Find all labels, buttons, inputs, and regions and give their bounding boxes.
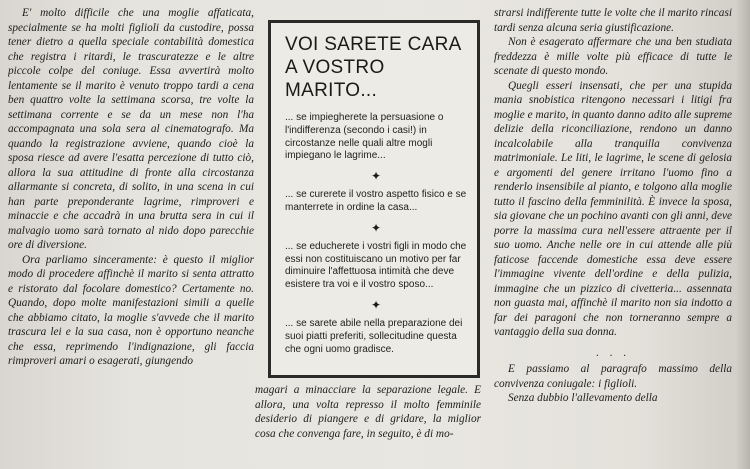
box-item-4: ... se sarete abile nella preparazione dei suoi piatti preferiti, sollecitudine questa che ogni uomo gradisce. — [285, 317, 463, 355]
diamond-separator-icon: ✦ — [370, 297, 382, 312]
box-title: VOI SARETE CARA A VOSTRO MARITO... — [285, 34, 461, 101]
right-paragraph-4: E passiamo al paragrafo massimo della convivenza coniugale: i figlioli. — [494, 363, 732, 390]
right-text-column — [494, 6, 732, 466]
left-paragraph-1: E' molto difficile che una moglie affaticata, specialmente se ha molti figlioli da custodire, possa tener dietro a quella speciale contabilità domestica che registra i ritardi, le trascuratezze e le altre piccole colpe del coniuge. Essa avvertirà molto lentamente se il marito è venuto troppo tardi a cena ben quattro volte la settimana scorsa, tre volte la settimana corrente e se da un mese non l'ha accompagnata una sola sera al cinematografo. Ma quando la registrazione avviene, quando cioè la sposa riesce ad avere l'esatta percezione di tutto ciò, allora la sua attitudine di fronte alla circostanza allarmante si concreta, di solito, in una scena in cui han parte preponderante lagrime, rimproveri e minaccie e che accadrà in una brutta sera in cui il malvagio uomo sarà tornato al nido dopo parecchie ore di diversione. — [8, 7, 254, 251]
middle-text-column — [255, 383, 481, 469]
page-edge-shadow — [736, 0, 750, 469]
section-dots: . . . — [595, 346, 631, 359]
left-paragraph-2: Ora parliamo sinceramente: è questo il miglior modo di procedere affinchè il marito si senta attratto e ristorato dal focolare domestico? Certamente no. Quando, dopo molte manifestazioni simili a quelle che abbiamo citato, la moglie s'avvede che il marito trascura lei e la sua casa, non è opportuno neanche che essa, reprimendo l'indignazione, gli faccia rimproveri amari o esagerati, giungendo — [8, 253, 254, 367]
middle-paragraph: magari a minacciare la separazione legale. E allora, una volta represso il molto femminile desiderio di piangere e di gridare, la miglior cosa che convenga fare, in seguito, è di mo- — [255, 384, 481, 440]
diamond-separator-icon: ✦ — [370, 169, 382, 184]
box-item-1: ... se impiegherete la persuasione o l'indifferenza (secondo i casi!) in circostanze nelle quali altre mogli impiegano le lagrime... — [285, 112, 444, 162]
diamond-separator-icon: ✦ — [370, 220, 382, 235]
right-paragraph-5: Senza dubbio l'allevamento della — [508, 392, 658, 404]
left-text-column — [8, 6, 254, 466]
sidebar-box — [268, 20, 480, 378]
box-item-2: ... se curerete il vostro aspetto fisico e se manterrete in ordine la casa... — [285, 189, 467, 213]
right-paragraph-2: Non è esagerato affermare che una ben studiata freddezza è mille volte più efficace di tutte le scenate di questo mondo. — [494, 36, 732, 77]
right-paragraph-1: strarsi indifferente tutte le volte che il marito rincasi tardi senza alcuna seria giustificazione. — [494, 7, 732, 34]
right-paragraph-3: Quegli esseri insensati, che per una stupida mania snobistica ritengono necessari i litigi fra moglie e marito, in quanto danno adito alle supreme delizie della riconciliazione, rendono un danno incalcolabile alla tranquilla convivenza matrimoniale. Le liti, le lagrime, le scene di gelosia e argomenti del genere irritano l'uomo fino a renderlo insensibile al pianto, e tolgono alla moglie tutto il fascino della femminilità. È invece la sposa, sia giovane che un pochino avanti con gli anni, deve porre la massima cura nell'essere attraente per il suo uomo. Anche nelle ore in cui attende alle più faticose faccende domestiche essa deve essere l'immagine vivente dell'ordine e della pulizia, immagine che un pizzico di civetteria... assennata non guasta mai, affinchè il marito non sia indotto a far dei paragoni che non torneranno sempre a vantaggio della sua donna. — [494, 79, 732, 338]
box-item-3: ... se educherete i vostri figli in modo che essi non costituiscano un motivo per far diminuire l'affettuosa intimità che deve esistere tra voi e il vostro sposo... — [285, 240, 467, 291]
